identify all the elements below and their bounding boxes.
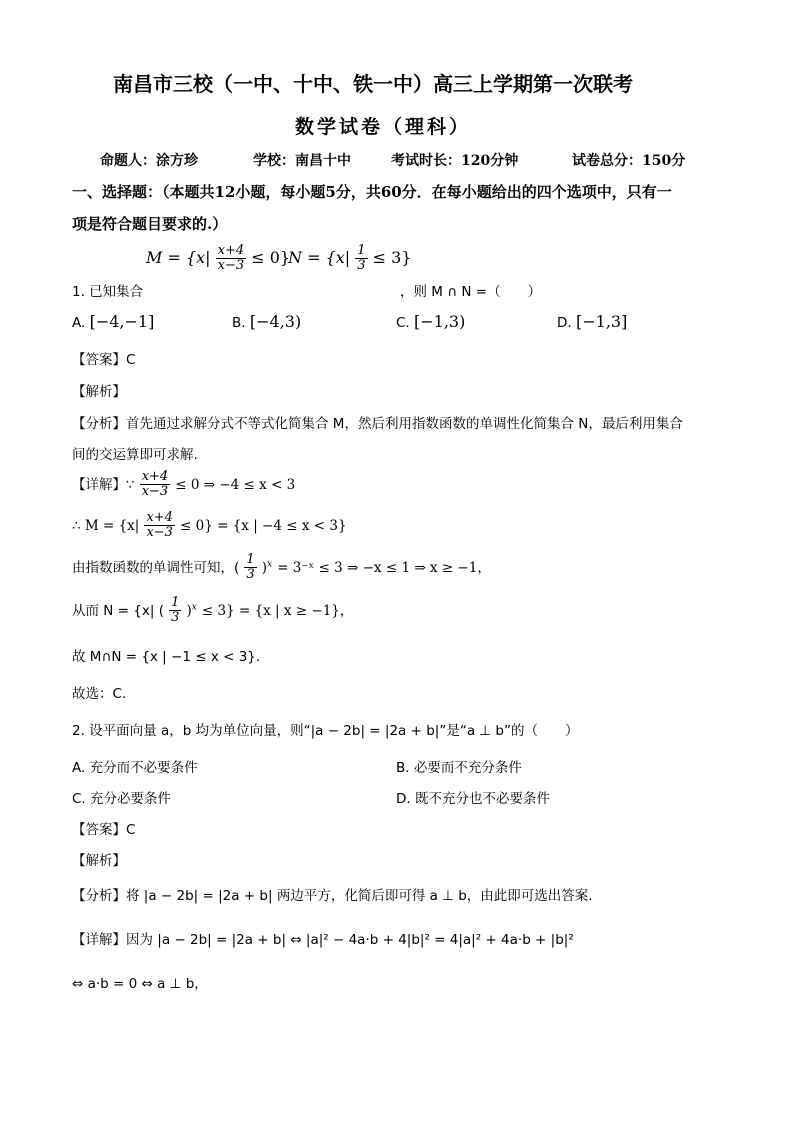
q1-from-line: 从而 N = {x| ( $\frac{1}{3}$ )$^x$ ≤ 3} = {x | x ≥ −1}，	[72, 595, 354, 625]
q2-detail-line1: 【详解】因为 |a − 2b| = |2a + b| ⇔ |a|² − 4a·b + 4|b|² = 4|a|² + 4a·b + |b|²	[72, 932, 574, 948]
school-info: 学校：南昌十中	[253, 153, 351, 169]
from-prefix: 从而 N = {x| (	[72, 603, 164, 619]
q1-option-b: B. [−4,3)	[232, 312, 302, 331]
q1-detail-line1	[72, 470, 295, 499]
q1-answer: 【答案】C	[72, 352, 136, 368]
q1-option-c: C. [−1,3)	[396, 312, 466, 331]
q2-stem: 2. 设平面向量 a，b 均为单位向量，则“|a − 2b| = |2a + b|”是“a ⊥ b”的（ ）	[72, 723, 579, 739]
set-N-numerator: 1	[357, 243, 366, 258]
monotonic-prefix: 由指数函数的单调性可知，(	[72, 560, 240, 576]
q2-option-b: B. 必要而不充分条件	[396, 760, 522, 776]
q1-option-a: A. [−4,−1]	[72, 312, 155, 331]
detail-fraction: $\frac{x+4}{x-3}$	[141, 469, 169, 499]
duration-info: 考试时长：120分钟	[391, 153, 519, 169]
set-N-rhs: ≤ 3}	[372, 248, 412, 267]
q2-answer: 【答案】C	[72, 822, 136, 838]
exam-title: 南昌市三校（一中、十中、铁一中）高三上学期第一次联考	[113, 72, 633, 96]
monotonic-fraction: $\frac{1}{3}$	[246, 552, 255, 582]
set-N-denominator: 3	[357, 258, 366, 273]
q1-fenxi-line2: 间的交运算即可求解.	[72, 447, 198, 463]
q2-fenxi: 【分析】将 |a − 2b| = |2a + b| 两边平方，化简后即可得 a ⊥ b，由此即可选出答案.	[72, 888, 593, 904]
author-info: 命题人：涂方珍	[100, 153, 198, 169]
detail-tag: 【详解】∵	[72, 477, 135, 493]
q1-conclusion: 故 M∩N = {x | −1 ≤ x < 3}.	[72, 649, 261, 665]
section-heading-line2: 项是符合题目要求的.）	[72, 215, 228, 233]
set-M-lhs: M = {x|	[146, 248, 211, 267]
q1-set-N	[288, 244, 412, 273]
set-N-fraction	[355, 244, 367, 273]
q1-analysis-tag: 【解析】	[72, 384, 126, 400]
q2-detail-line2: ⇔ a·b = 0 ⇔ a ⊥ b，	[72, 976, 208, 992]
q1-stem-suffix: ，则 M ∩ N =（ ）	[400, 284, 542, 300]
from-tail: ≤ 3} = {x | x ≥ −1}，	[201, 603, 354, 619]
monotonic-tail: = 3⁻ˣ ≤ 3 ⇒ −x ≤ 1 ⇒ x ≥ −1，	[277, 560, 491, 576]
set-N-lhs: N = {x|	[288, 248, 351, 267]
q2-option-a: A. 充分而不必要条件	[72, 760, 198, 776]
q1-set-M	[146, 244, 290, 273]
therefore-tail: ≤ 0} = {x | −4 ≤ x < 3}	[180, 518, 347, 534]
q1-therefore-line	[72, 511, 347, 540]
section-heading-line1: 一、选择题：（本题共12小题，每小题5分，共60分．在每小题给出的四个选项中，只有一	[72, 183, 672, 201]
set-M-rhs: ≤ 0}	[251, 248, 291, 267]
q1-choose: 故选：C.	[72, 686, 127, 702]
therefore-fraction: $\frac{x+4}{x-3}$	[146, 510, 173, 540]
set-M-fraction	[216, 244, 247, 273]
q1-option-d: D. [−1,3]	[557, 312, 628, 331]
therefore-prefix: ∴ M = {x|	[72, 518, 140, 534]
total-score-info: 试卷总分：150分	[572, 153, 686, 169]
q2-option-d: D. 既不充分也不必要条件	[396, 791, 550, 807]
q1-stem-prefix: 1. 已知集合	[72, 284, 144, 300]
q2-option-c: C. 充分必要条件	[72, 791, 172, 807]
q2-analysis-tag: 【解析】	[72, 853, 126, 869]
set-M-denominator: x−3	[217, 258, 245, 273]
q1-monotonic-line: 由指数函数的单调性可知，( $\frac{1}{3}$ )$^x$ = 3⁻ˣ ≤ 3 ⇒ −x ≤ 1 ⇒ x ≥ −1，	[72, 552, 491, 582]
exam-subtitle: 数学试卷（理科）	[295, 116, 472, 138]
from-fraction: $\frac{1}{3}$	[171, 595, 180, 625]
detail-inequality: ≤ 0 ⇒ −4 ≤ x < 3	[175, 477, 296, 493]
q1-fenxi-line1: 【分析】首先通过求解分式不等式化简集合 M，然后利用指数函数的单调性化简集合 N，最后利用集合	[72, 416, 683, 432]
set-M-numerator: x+4	[217, 243, 245, 258]
